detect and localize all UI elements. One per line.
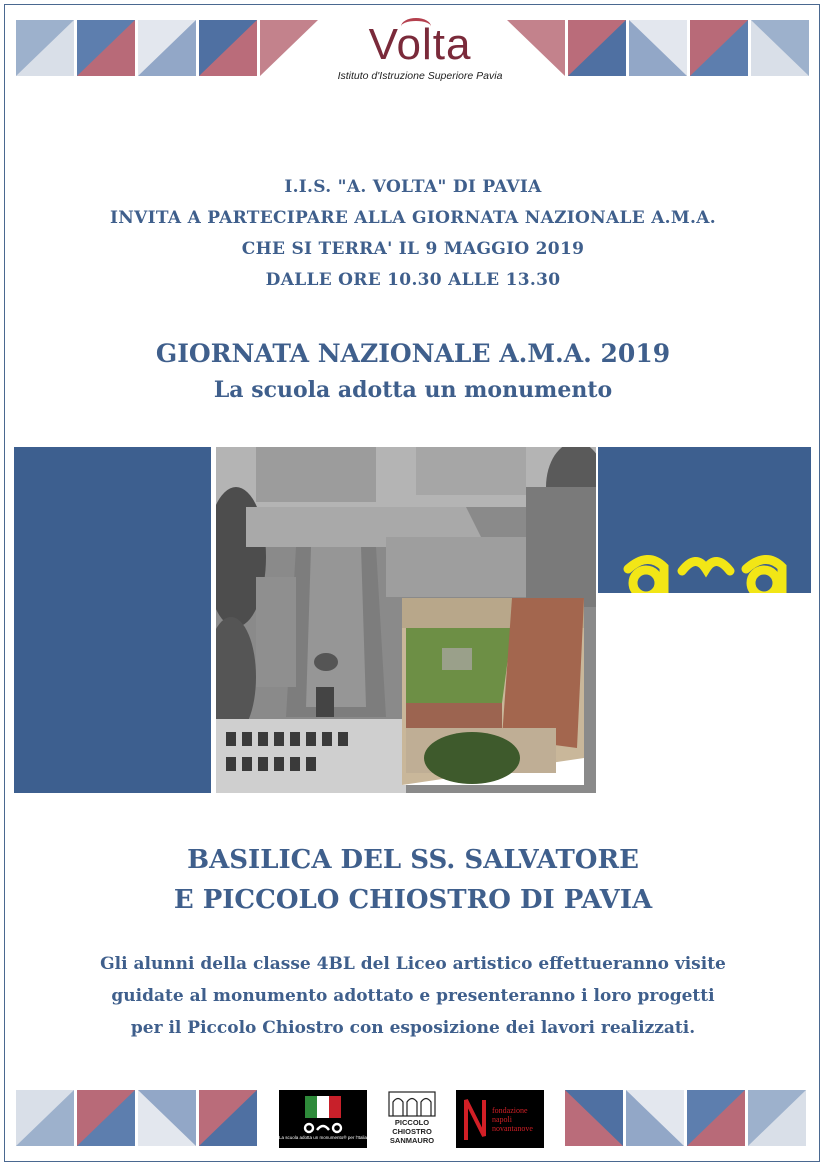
- decor-tile: [77, 20, 135, 76]
- description-line: per il Piccolo Chiostro con esposizione dei lavori realizzati.: [130, 1018, 696, 1038]
- blue-panel-left: [14, 447, 211, 793]
- decor-tile: [199, 1090, 257, 1146]
- blue-panel-right: [598, 447, 811, 593]
- chiostro-line: PICCOLO: [394, 1118, 430, 1127]
- fondazione-line: napoli: [492, 1115, 512, 1124]
- top-left-tiles: [16, 20, 318, 76]
- chiostro-line: SANMAURO: [389, 1136, 435, 1145]
- invitation-line: DALLE ORE 10.30 ALLE 13.30: [265, 270, 561, 290]
- headline-title: GIORNATA NAZIONALE A.M.A. 2019: [155, 339, 671, 368]
- fondazione-line: novantanove: [492, 1124, 533, 1133]
- decor-tile: [626, 1090, 684, 1146]
- invitation-line: I.I.S. "A. VOLTA" DI PAVIA: [284, 177, 542, 197]
- headline-subtitle: La scuola adotta un monumento: [213, 377, 613, 403]
- chiostro-line: CHIOSTRO: [392, 1127, 432, 1136]
- ama-logo-icon: [620, 545, 790, 593]
- cloister-photo: [402, 598, 584, 785]
- decor-tile: [565, 1090, 623, 1146]
- logo-name: Volta: [368, 20, 472, 69]
- decor-tile: [690, 20, 748, 76]
- monument-title: [0, 840, 826, 920]
- invitation-text: [0, 172, 826, 296]
- sponsor-ama-logo: [279, 1090, 367, 1148]
- decor-tile: [748, 1090, 806, 1146]
- decor-tile: [687, 1090, 745, 1146]
- event-description: [0, 948, 826, 1044]
- decor-tile: [16, 1090, 74, 1146]
- event-headline: [0, 336, 826, 408]
- decor-tile: [568, 20, 626, 76]
- logo-subtitle: Istituto d'Istruzione Superiore Pavia: [337, 70, 503, 82]
- decor-tile: [138, 20, 196, 76]
- bottom-right-tiles: [565, 1090, 806, 1146]
- decor-tile: [77, 1090, 135, 1146]
- top-right-tiles: [507, 20, 809, 76]
- logo-arc-icon: [401, 18, 431, 35]
- invitation-line: INVITA A PARTECIPARE ALLA GIORNATA NAZIONALE A.M.A.: [110, 208, 716, 228]
- decor-tile: [199, 20, 257, 76]
- sponsor-fondazione-logo: [456, 1090, 544, 1148]
- ama-caption: La scuola adotta un monumento® per l'Italia: [279, 1135, 367, 1140]
- arches-icon: [383, 1090, 441, 1118]
- monument-line-1: BASILICA DEL SS. SALVATORE: [187, 845, 639, 875]
- decor-tile: [751, 20, 809, 76]
- fondazione-line: fondazione: [492, 1106, 528, 1115]
- description-line: guidate al monumento adottato e presenteranno i loro progetti: [111, 986, 715, 1006]
- bottom-left-tiles: [16, 1090, 257, 1146]
- volta-logo: [320, 22, 520, 88]
- invitation-line: CHE SI TERRA' IL 9 MAGGIO 2019: [241, 239, 585, 259]
- logo-wordmark: [369, 22, 472, 68]
- monument-line-2: E PICCOLO CHIOSTRO DI PAVIA: [173, 885, 653, 915]
- n99-icon: [462, 1096, 492, 1142]
- decor-tile: [260, 20, 318, 76]
- decor-tile: [138, 1090, 196, 1146]
- decor-tile: [629, 20, 687, 76]
- description-line: Gli alunni della classe 4BL del Liceo artistico effettueranno visite: [100, 954, 726, 974]
- decor-tile: [16, 20, 74, 76]
- sponsor-chiostro-logo: [383, 1090, 441, 1148]
